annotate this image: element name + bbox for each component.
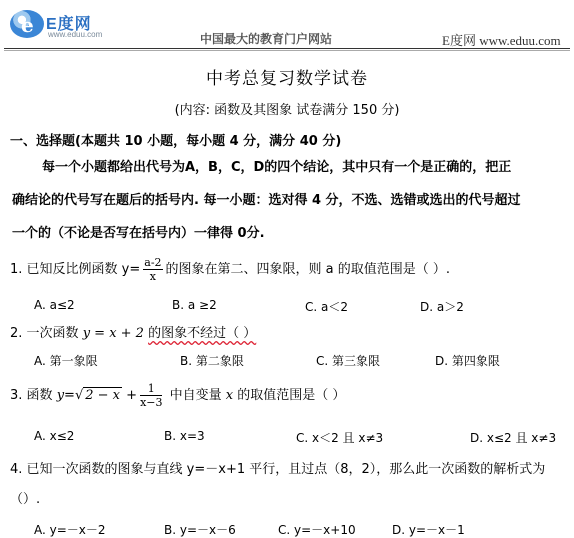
question-3-option-b: B. x=3: [164, 429, 205, 443]
question-1-suffix: 的图象在第二、四象限，则 a 的取值范围是（ ）.: [165, 262, 451, 277]
question-3-numerator: 1: [140, 382, 162, 396]
question-4-option-c: C. y=－x+10: [278, 523, 356, 537]
logo-letter: e: [21, 13, 34, 37]
question-2-option-a: A. 第一象限: [34, 354, 98, 368]
question-3-sqrt-sign: √: [74, 388, 84, 403]
question-3-plus: +: [126, 388, 138, 403]
question-3-var: x: [225, 388, 234, 403]
question-2: [10, 322, 256, 341]
question-4-option-d: D. y=－x－1: [392, 523, 465, 537]
question-1-option-b: B. a ≥2: [172, 298, 217, 312]
question-3-y: y: [56, 388, 65, 403]
question-1-prefix: 1. 已知反比例函数 y=: [10, 262, 141, 277]
question-1-option-a: A. a≤2: [34, 298, 75, 312]
question-3-fraction: [140, 382, 162, 409]
instruction-line-3: 一个的（不论是否写在括号内）一律得 0分.: [12, 226, 265, 241]
question-1: [10, 256, 450, 283]
question-1-denominator: x: [149, 270, 157, 283]
section-heading: 一、选择题(本题共 10 小题，每小题 4 分，满分 40 分): [10, 134, 342, 149]
question-4-line-2: （）.: [10, 492, 41, 507]
page-title: 中考总复习数学试卷: [206, 69, 368, 89]
question-3-prefix: 3. 函数: [10, 388, 53, 403]
question-1-fraction: [143, 256, 162, 283]
question-2-suffix: 的图象不经过（ ）: [148, 326, 257, 341]
question-2-option-c: C. 第三象限: [316, 354, 381, 368]
question-3-radicand: 2 − x: [85, 388, 121, 403]
header-site-link[interactable]: E度网 www.eduu.com: [442, 33, 561, 48]
question-4-option-b: B. y=－x－6: [164, 523, 236, 537]
question-3-suffix: 中自变量: [169, 388, 222, 403]
header-divider: [4, 48, 570, 49]
question-2-formula: y = x + 2: [82, 326, 144, 341]
question-4-line-1: 4. 已知一次函数的图象与直线 y=－x+1 平行，且过点（8，2），那么此一次函数的解析式为: [10, 462, 546, 477]
question-3: [10, 382, 345, 409]
question-1-numerator: a-2: [144, 256, 162, 269]
header-divider-secondary: [4, 50, 570, 51]
question-1-option-c: C. a＜2: [305, 300, 348, 314]
logo-text: E度网: [46, 16, 92, 33]
logo-url: www.eduu.com: [48, 30, 103, 39]
instruction-line-2: 确结论的代号写在题后的括号内. 每一小题：选对得 4 分，不选、选错或选出的代号超过: [12, 193, 521, 208]
question-3-denominator: x−3: [140, 396, 163, 409]
question-4-option-a: A. y=－x－2: [34, 523, 106, 537]
question-1-option-d: D. a＞2: [420, 300, 464, 314]
instruction-line-1: 每一个小题都给出代号为A，B，C，D的四个结论，其中只有一个是正确的，把正: [42, 160, 512, 175]
question-2-option-b: B. 第二象限: [180, 354, 244, 368]
question-3-option-a: A. x≤2: [34, 429, 75, 443]
header-tagline: 中国最大的教育门户网站: [200, 32, 333, 46]
page-subtitle: (内容: 函数及其图象 试卷满分 150 分): [174, 103, 400, 118]
question-2-prefix: 2. 一次函数: [10, 326, 79, 341]
question-3-option-c: C. x＜2 且 x≠3: [296, 431, 384, 445]
question-3-suffix2: 的取值范围是（ ）: [237, 388, 346, 403]
question-2-option-d: D. 第四象限: [435, 354, 500, 368]
question-3-option-d: D. x≤2 且 x≠3: [470, 431, 557, 445]
question-3-eq: =: [64, 388, 75, 403]
